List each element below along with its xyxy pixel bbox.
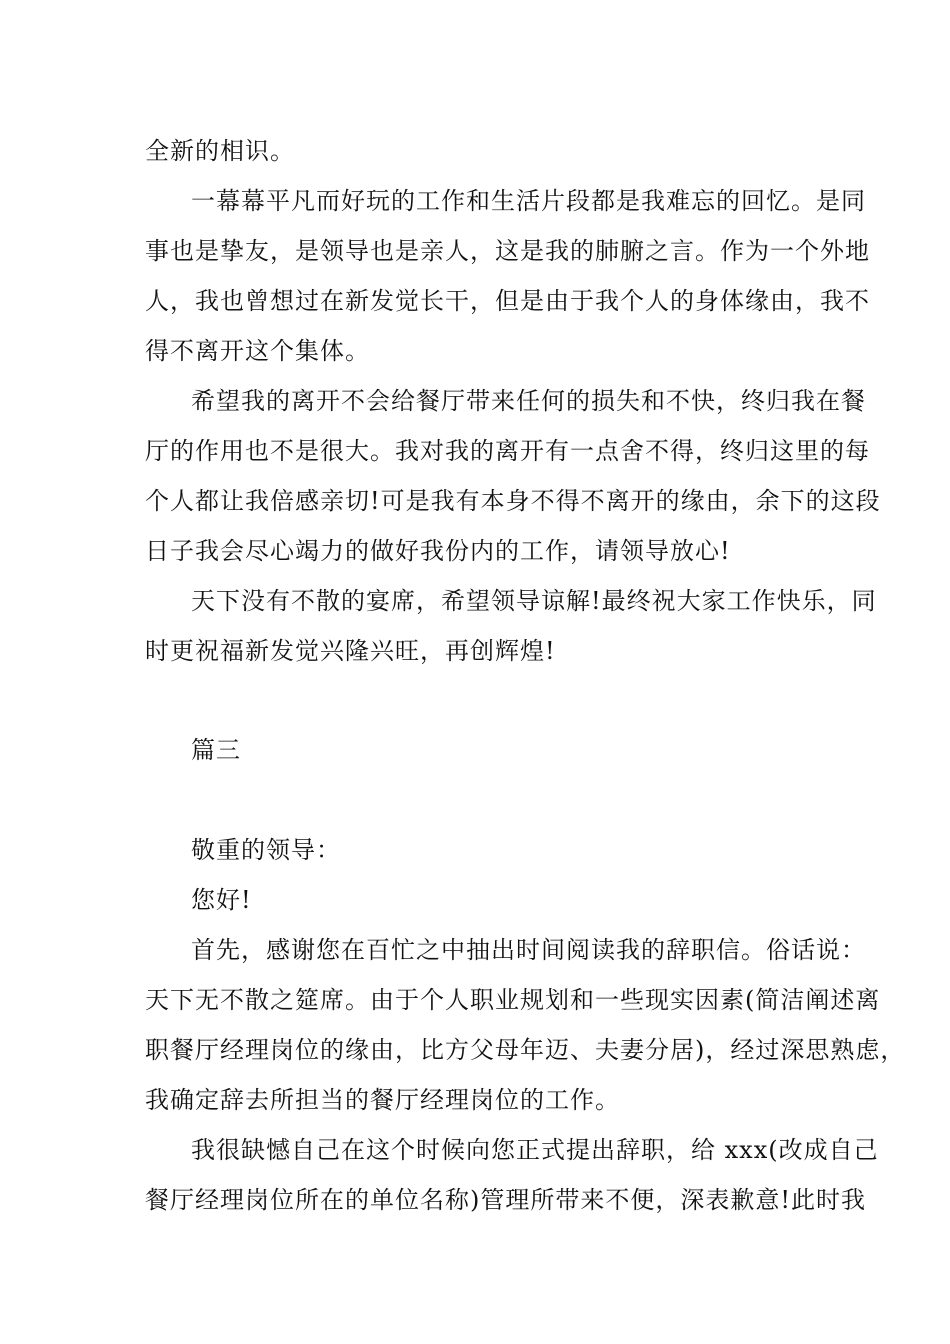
paragraph-start-line: 我很缺憾自己在这个时候向您正式提出辞职，给 xxx(改成自己 [191, 1136, 879, 1164]
greeting: 您好! [191, 886, 252, 914]
text-line: 全新的相识。 [145, 137, 295, 165]
text-line: 个人都让我倍感亲切!可是我有本身不得不离开的缘由，余下的这段 [145, 487, 881, 515]
text-line: 我确定辞去所担当的餐厅经理岗位的工作。 [145, 1086, 620, 1114]
text-line: 天下无不散之筵席。由于个人职业规划和一些现实因素(简洁阐述离 [145, 986, 881, 1014]
paragraph-start-line: 天下没有不散的宴席，希望领导谅解!最终祝大家工作快乐，同 [191, 587, 877, 615]
text-line: 人，我也曾想过在新发觉长干，但是由于我个人的身体缘由，我不 [145, 287, 870, 315]
text-line: 得不离开这个集体。 [145, 337, 370, 365]
paragraph-start-line: 希望我的离开不会给餐厅带来任何的损失和不快，终归我在餐 [191, 387, 866, 415]
text-line: 事也是挚友，是领导也是亲人，这是我的肺腑之言。作为一个外地 [145, 237, 870, 265]
text-line: 厅的作用也不是很大。我对我的离开有一点舍不得，终归这里的每 [145, 437, 870, 465]
paragraph-start-line: 首先，感谢您在百忙之中抽出时间阅读我的辞职信。俗话说： [191, 936, 866, 964]
salutation: 敬重的领导： [191, 836, 341, 864]
text-line: 日子我会尽心竭力的做好我份内的工作，请领导放心! [145, 537, 731, 565]
paragraph-start-line: 一幕幕平凡而好玩的工作和生活片段都是我难忘的回忆。是同 [191, 187, 866, 215]
section-heading: 篇三 [191, 736, 241, 764]
text-line: 餐厅经理岗位所在的单位名称)管理所带来不便，深表歉意!此时我 [145, 1186, 867, 1214]
text-line: 时更祝福新发觉兴隆兴旺，再创辉煌! [145, 637, 556, 665]
text-line: 职餐厅经理岗位的缘由，比方父母年迈、夫妻分居)，经过深思熟虑， [145, 1036, 906, 1064]
